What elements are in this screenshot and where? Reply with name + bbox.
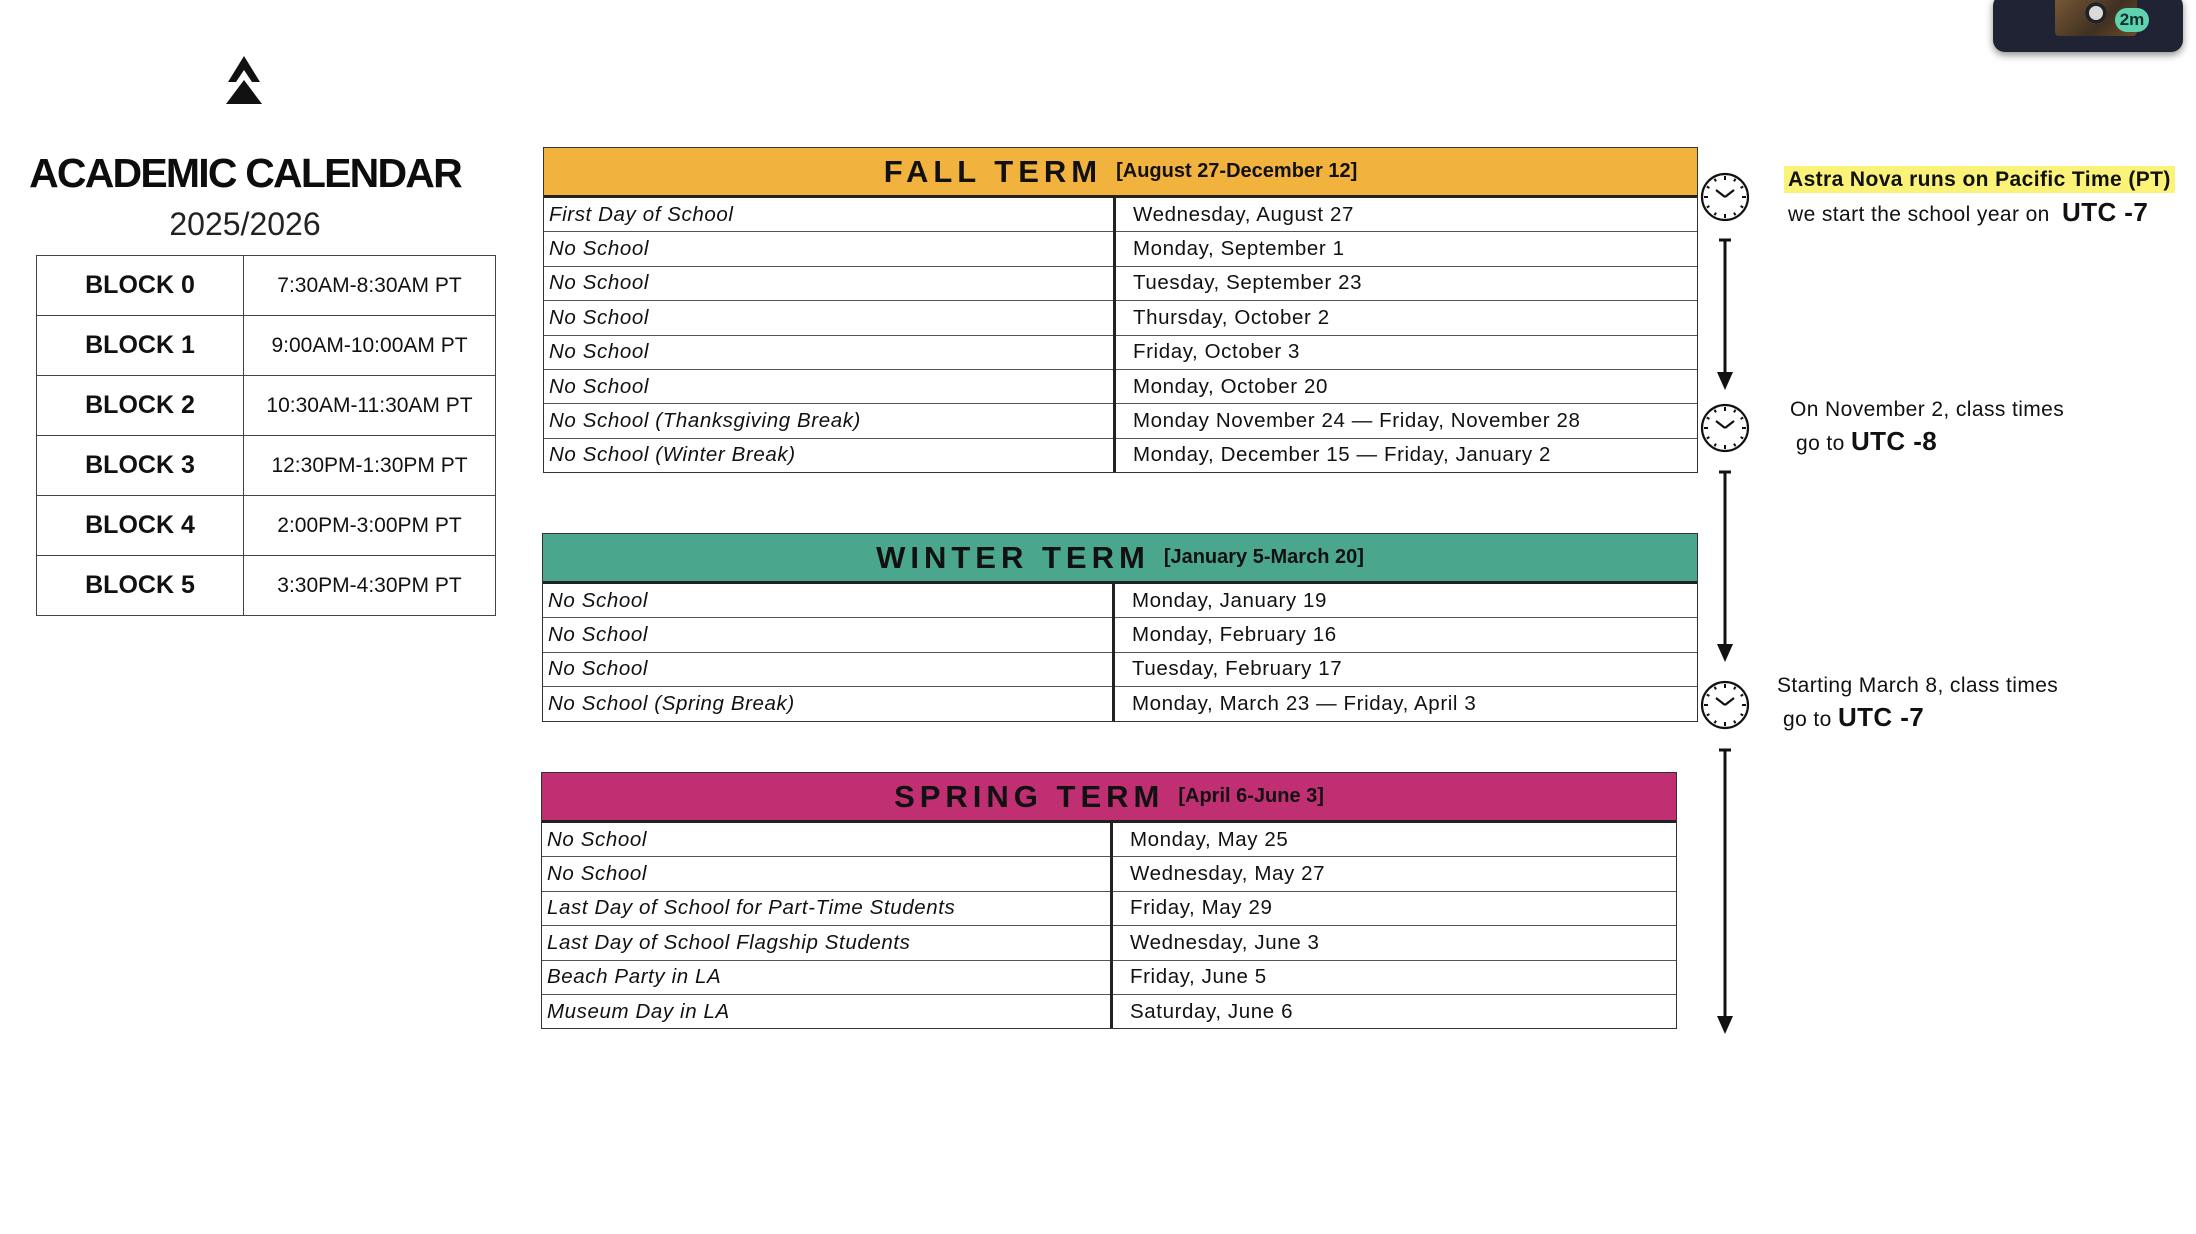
table-row (543, 687, 1697, 721)
note-text: go to (1796, 432, 1845, 455)
block-row (37, 436, 496, 496)
date-cell: Monday, September 1 (1115, 232, 1698, 266)
event-cell: No School (543, 584, 1114, 618)
table-row (544, 232, 1697, 266)
event-cell: No School (Winter Break) (544, 438, 1115, 472)
event-cell: Last Day of School Flagship Students (542, 926, 1112, 960)
arrow-down-icon (1715, 470, 1735, 662)
table-row (544, 301, 1697, 335)
date-cell: Tuesday, September 23 (1115, 266, 1698, 300)
date-cell: Monday, January 19 (1132, 588, 1328, 612)
event-cell: No School (542, 857, 1112, 891)
table-row (542, 926, 1676, 960)
clock-icon (1700, 403, 1750, 453)
event-cell: No School (544, 232, 1115, 266)
note-text: go to (1783, 708, 1832, 731)
date-cell: Monday November 24 — Friday, November 28 (1115, 404, 1698, 438)
note-text: Starting March 8, class times (1777, 674, 2059, 697)
note-text: On November 2, class times (1790, 398, 2065, 421)
date-cell: Wednesday, August 27 (1133, 202, 1354, 226)
date-cell: Monday, May 25 (1130, 827, 1289, 851)
block-name: BLOCK 5 (37, 556, 244, 616)
event-cell: No School (543, 618, 1114, 652)
note-text: we start the school year on (1788, 203, 2050, 226)
event-cell: No School (544, 301, 1115, 335)
clock-icon (1700, 172, 1750, 222)
arrow-down-icon (1715, 238, 1735, 390)
block-time: 10:30AM-11:30AM PT (244, 376, 496, 436)
event-cell: No School (Thanksgiving Break) (544, 404, 1115, 438)
table-row (544, 266, 1697, 300)
term-range: [January 5-March 20] (1163, 546, 1364, 568)
event-cell: No School (Spring Break) (543, 687, 1114, 721)
fall-term-table (544, 198, 1697, 472)
block-name: BLOCK 0 (37, 256, 244, 316)
event-cell: No School (543, 652, 1114, 686)
block-row (37, 256, 496, 316)
block-time: 3:30PM-4:30PM PT (244, 556, 496, 616)
blocks-table (36, 255, 496, 616)
utc-start-note (1788, 197, 2148, 228)
event-cell: No School (544, 369, 1115, 403)
table-row (544, 335, 1697, 369)
event-cell: No School (544, 266, 1115, 300)
video-thumbnail[interactable] (1993, 0, 2183, 52)
event-cell: Beach Party in LA (542, 960, 1112, 994)
block-row (37, 556, 496, 616)
event-cell: Museum Day in LA (542, 994, 1112, 1028)
event-cell: First Day of School (544, 198, 1115, 232)
date-cell: Monday, February 16 (1114, 618, 1698, 652)
block-name: BLOCK 2 (37, 376, 244, 436)
duration-badge: 2m (2115, 8, 2149, 32)
date-cell: Friday, May 29 (1112, 891, 1677, 925)
term-name: FALL TERM (883, 153, 1103, 189)
term-name: WINTER TERM (876, 539, 1150, 575)
table-row (543, 652, 1697, 686)
utc-offset: UTC -7 (2062, 197, 2149, 227)
date-cell: Thursday, October 2 (1115, 301, 1698, 335)
event-cell: Last Day of School for Part-Time Students (542, 891, 1112, 925)
table-row (542, 960, 1676, 994)
date-cell: Wednesday, June 3 (1112, 926, 1677, 960)
fall-term-header (544, 148, 1697, 198)
winter-term-section (542, 533, 1698, 722)
table-row (544, 369, 1697, 403)
term-range: [August 27-December 12] (1116, 160, 1358, 182)
event-cell: No School (544, 335, 1115, 369)
table-row (544, 404, 1697, 438)
november-note (1790, 398, 2064, 422)
utc-offset: UTC -7 (1837, 702, 1925, 732)
block-row (37, 496, 496, 556)
block-row (37, 316, 496, 376)
date-cell: Friday, October 3 (1115, 335, 1698, 369)
event-cell: No School (542, 823, 1112, 857)
march-note (1777, 674, 2058, 698)
block-time: 2:00PM-3:00PM PT (244, 496, 496, 556)
block-time: 12:30PM-1:30PM PT (244, 436, 496, 496)
table-row (542, 823, 1676, 857)
calendar-title: ACADEMIC CALENDAR (29, 150, 461, 196)
utc-offset: UTC -8 (1850, 426, 1938, 456)
block-time: 7:30AM-8:30AM PT (244, 256, 496, 316)
spring-term-section (541, 772, 1677, 1029)
date-cell: Monday, December 15 — Friday, January 2 (1115, 438, 1698, 472)
clock-icon (1700, 680, 1750, 730)
table-row (542, 857, 1676, 891)
pacific-time-highlight: Astra Nova runs on Pacific Time (PT) (1784, 166, 2175, 193)
date-cell: Friday, June 5 (1112, 960, 1677, 994)
block-name: BLOCK 3 (37, 436, 244, 496)
block-row (37, 376, 496, 436)
spring-term-table (542, 823, 1676, 1028)
november-utc-note (1796, 426, 1937, 457)
table-row (544, 198, 1697, 232)
date-cell: Monday, March 23 — Friday, April 3 (1114, 687, 1698, 721)
arrow-down-icon (1715, 748, 1735, 1034)
date-cell: Wednesday, May 27 (1112, 857, 1677, 891)
block-name: BLOCK 1 (37, 316, 244, 376)
table-row (544, 438, 1697, 472)
winter-term-table (543, 584, 1697, 721)
date-cell: Saturday, June 6 (1112, 994, 1677, 1028)
term-range: [April 6-June 3] (1178, 785, 1324, 807)
logo-icon (224, 56, 264, 104)
date-cell: Tuesday, February 17 (1114, 652, 1698, 686)
table-row (542, 891, 1676, 925)
table-row (543, 584, 1697, 618)
calendar-year: 2025/2026 (169, 206, 321, 242)
block-time: 9:00AM-10:00AM PT (244, 316, 496, 376)
spring-term-header (542, 773, 1676, 823)
block-name: BLOCK 4 (37, 496, 244, 556)
fall-term-section (543, 147, 1698, 473)
date-cell: Monday, October 20 (1115, 369, 1698, 403)
table-row (542, 994, 1676, 1028)
pacific-time-note (1784, 168, 2175, 192)
winter-term-header (543, 534, 1697, 584)
term-name: SPRING TERM (894, 778, 1165, 814)
table-row (543, 618, 1697, 652)
march-utc-note (1783, 702, 1924, 733)
